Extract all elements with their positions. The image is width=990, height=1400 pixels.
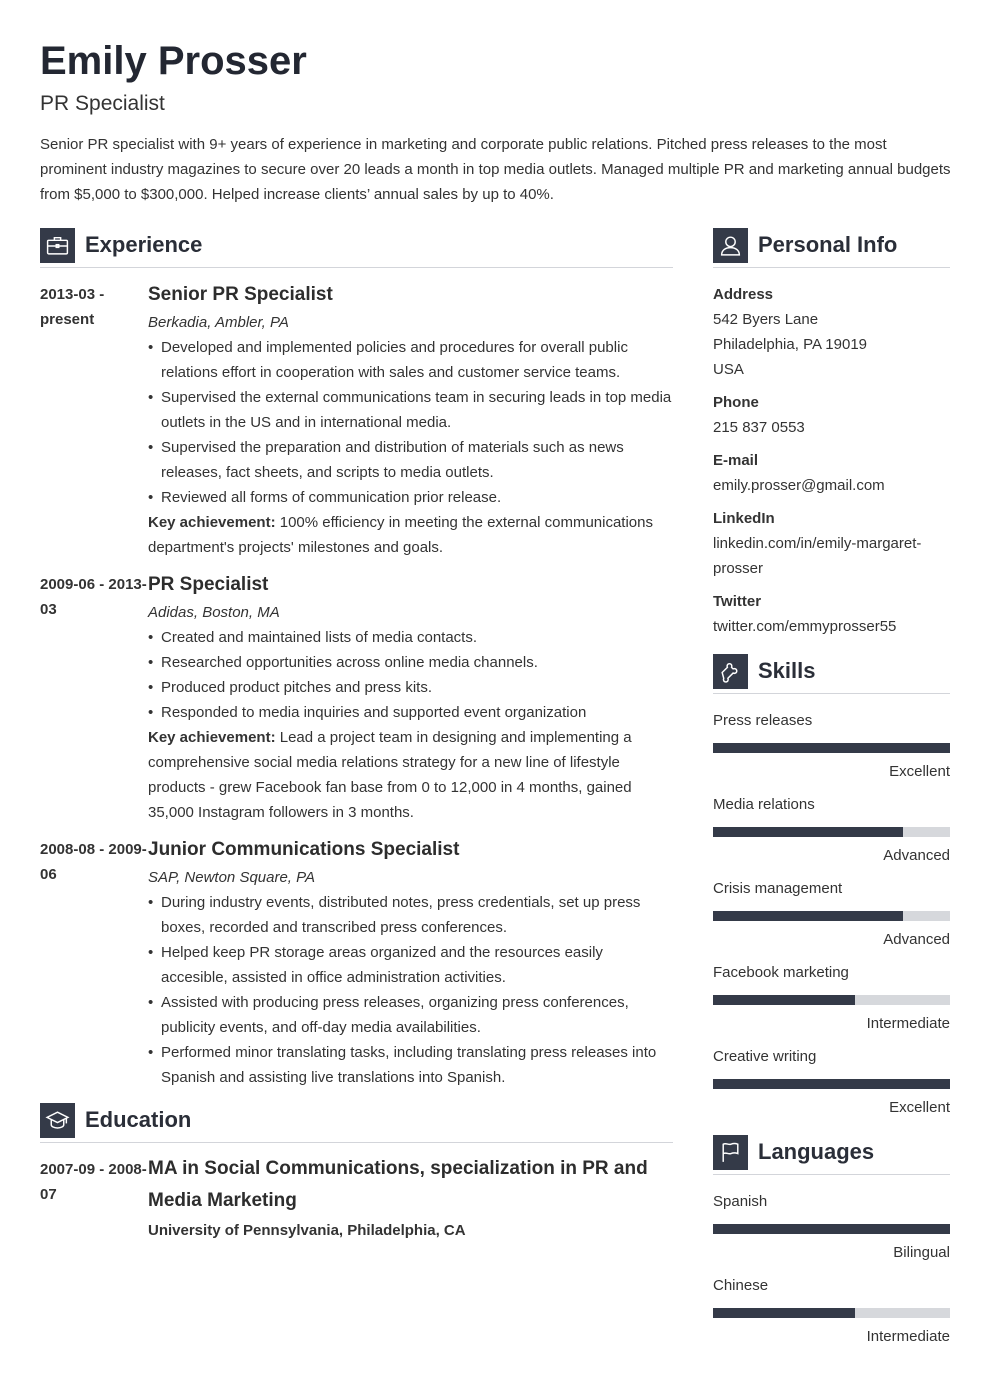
entry-date: 2007-09 - 2008-07 [40, 1161, 147, 1203]
skill-bar-fill [713, 911, 903, 921]
education-header [40, 1102, 673, 1143]
puzzle-icon [713, 654, 748, 689]
linkedin-label: LinkedIn [713, 510, 775, 527]
languages-header [713, 1134, 950, 1175]
twitter-link[interactable]: twitter.com/emmyprosser55 [713, 618, 897, 635]
graduation-cap-icon [40, 1103, 75, 1138]
key-achievement-text: 100% efficiency in meeting the external communications department's projects' milestones and goals. [148, 514, 653, 556]
skill-level: Advanced [883, 847, 950, 864]
address-value [713, 307, 950, 382]
job-bullet: • Supervised the preparation and distribution of materials such as news releases, fact sheets, and scripts to media outlets. [148, 435, 673, 485]
address-line: Philadelphia, PA 19019 [713, 336, 868, 353]
languages-title: Languages [758, 1139, 875, 1164]
job-bullet: • Performed minor translating tasks, including translating press releases into Spanish and assisting live translations into Spanish. [148, 1040, 673, 1090]
job-bullet: • During industry events, distributed notes, press credentials, set up press boxes, recorded and transcribed press conferences. [148, 890, 673, 940]
languages-section [713, 1134, 950, 1349]
briefcase-icon [40, 228, 75, 263]
key-achievement-text: Lead a project team in designing and implementing a comprehensive social media relations strategy for a new line of lifestyle products - grew Facebook fan base from 0 to 12,000 in 4 months, gained 35,000 Instagram followers in 3 months. [148, 729, 632, 821]
key-achievement [148, 510, 673, 560]
skill-bar-fill [713, 827, 903, 837]
skills-section [713, 653, 950, 1120]
person-icon [713, 228, 748, 263]
address-line: USA [713, 361, 744, 378]
job-company: Berkadia, Ambler, PA [148, 314, 289, 331]
job-bullet: • Created and maintained lists of media contacts. [148, 625, 673, 650]
skill-name: Crisis management [713, 880, 843, 897]
key-achievement-label: Key achievement: [148, 729, 276, 746]
job-bullet: • Supervised the external communications team in securing leads in top media outlets in the US and in international media. [148, 385, 673, 435]
education-entry [40, 1157, 673, 1243]
language-bar-fill [713, 1224, 950, 1234]
skill-item [713, 708, 950, 784]
degree-title: MA in Social Communications, specialization in PR and Media Marketing [148, 1158, 648, 1211]
job-bullet: • Developed and implemented policies and procedures for overall public relations effort in cooperation with sales and customer service teams. [148, 335, 673, 385]
phone-label: Phone [713, 394, 759, 411]
job-title: PR Specialist [148, 574, 269, 595]
job-bullet: • Produced product pitches and press kits. [148, 675, 673, 700]
skill-bar [713, 995, 950, 1005]
skill-item [713, 792, 950, 868]
job-bullets [148, 890, 673, 1090]
skill-item [713, 1044, 950, 1120]
profile-summary: Senior PR specialist with 9+ years of experience in marketing and corporate public relations. Pitched press releases to the most prominent industry magazines to secure over 20 leads a month in top media outlets. Managed multiple PR and marketing annual budgets from $5,000 to $300,000. Helped increase clients’ annual sales by up to 40%. [40, 136, 951, 203]
skill-level: Advanced [883, 931, 950, 948]
phone-value: 215 837 0553 [713, 419, 805, 436]
main-column [40, 227, 673, 1255]
address-line: 542 Byers Lane [713, 311, 819, 328]
language-level: Bilingual [893, 1244, 950, 1261]
language-item [713, 1273, 950, 1349]
skills-title: Skills [758, 658, 816, 683]
skill-name: Media relations [713, 796, 815, 813]
skill-item [713, 876, 950, 952]
experience-section [40, 227, 673, 1090]
language-bar [713, 1308, 950, 1318]
twitter-label: Twitter [713, 593, 762, 610]
address-label: Address [713, 286, 774, 303]
entry-date: 2013-03 - present [40, 286, 105, 328]
skill-level: Intermediate [866, 1015, 950, 1032]
experience-entry [40, 572, 673, 825]
skill-name: Facebook marketing [713, 964, 849, 981]
job-bullet: • Responded to media inquiries and supported event organization [148, 700, 673, 725]
linkedin-link[interactable]: linkedin.com/in/emily-margaret-prosser [713, 535, 922, 577]
personal-info-section [713, 227, 950, 639]
experience-title: Experience [85, 232, 203, 257]
language-item [713, 1189, 950, 1265]
candidate-name: Emily Prosser [40, 39, 307, 83]
entry-date: 2008-08 - 2009-06 [40, 841, 147, 883]
skill-bar [713, 1079, 950, 1089]
entry-date: 2009-06 - 2013-03 [40, 576, 147, 618]
skill-bar-fill [713, 995, 855, 1005]
job-bullet: • Reviewed all forms of communication prior release. [148, 485, 673, 510]
sidebar-column [713, 227, 950, 1357]
flag-icon [713, 1135, 748, 1170]
experience-entry [40, 837, 673, 1090]
skill-bar [713, 911, 950, 921]
personal-info-header [713, 227, 950, 268]
job-bullets [148, 335, 673, 510]
email-link[interactable]: emily.prosser@gmail.com [713, 477, 885, 494]
job-company: SAP, Newton Square, PA [148, 869, 316, 886]
language-bar-fill [713, 1308, 855, 1318]
job-company: Adidas, Boston, MA [148, 604, 280, 621]
education-title: Education [85, 1107, 192, 1132]
skill-name: Press releases [713, 712, 813, 729]
skill-item [713, 960, 950, 1036]
education-section [40, 1102, 673, 1243]
skill-level: Excellent [889, 763, 950, 780]
job-bullet: • Researched opportunities across online media channels. [148, 650, 673, 675]
skill-bar [713, 743, 950, 753]
experience-entry [40, 282, 673, 560]
skills-header [713, 653, 950, 694]
school-name: University of Pennsylvania, Philadelphia, CA [148, 1222, 466, 1239]
key-achievement [148, 725, 673, 825]
job-bullet: • Assisted with producing press releases, organizing press conferences, publicity events, and off-day media availabilities. [148, 990, 673, 1040]
language-name: Spanish [713, 1193, 768, 1210]
candidate-title: PR Specialist [40, 92, 165, 115]
personal-info-title: Personal Info [758, 232, 898, 257]
job-title: Junior Communications Specialist [148, 839, 460, 860]
language-level: Intermediate [866, 1328, 950, 1345]
experience-header [40, 227, 673, 268]
job-title: Senior PR Specialist [148, 284, 333, 305]
job-bullet: • Helped keep PR storage areas organized and the resources easily accesible, assisted in office administration activities. [148, 940, 673, 990]
skill-bar-fill [713, 1079, 950, 1089]
language-bar [713, 1224, 950, 1234]
language-name: Chinese [713, 1277, 769, 1294]
job-bullets [148, 625, 673, 725]
email-label: E-mail [713, 452, 759, 469]
key-achievement-label: Key achievement: [148, 514, 276, 531]
skill-level: Excellent [889, 1099, 950, 1116]
skill-bar [713, 827, 950, 837]
skill-name: Creative writing [713, 1048, 817, 1065]
skill-bar-fill [713, 743, 950, 753]
